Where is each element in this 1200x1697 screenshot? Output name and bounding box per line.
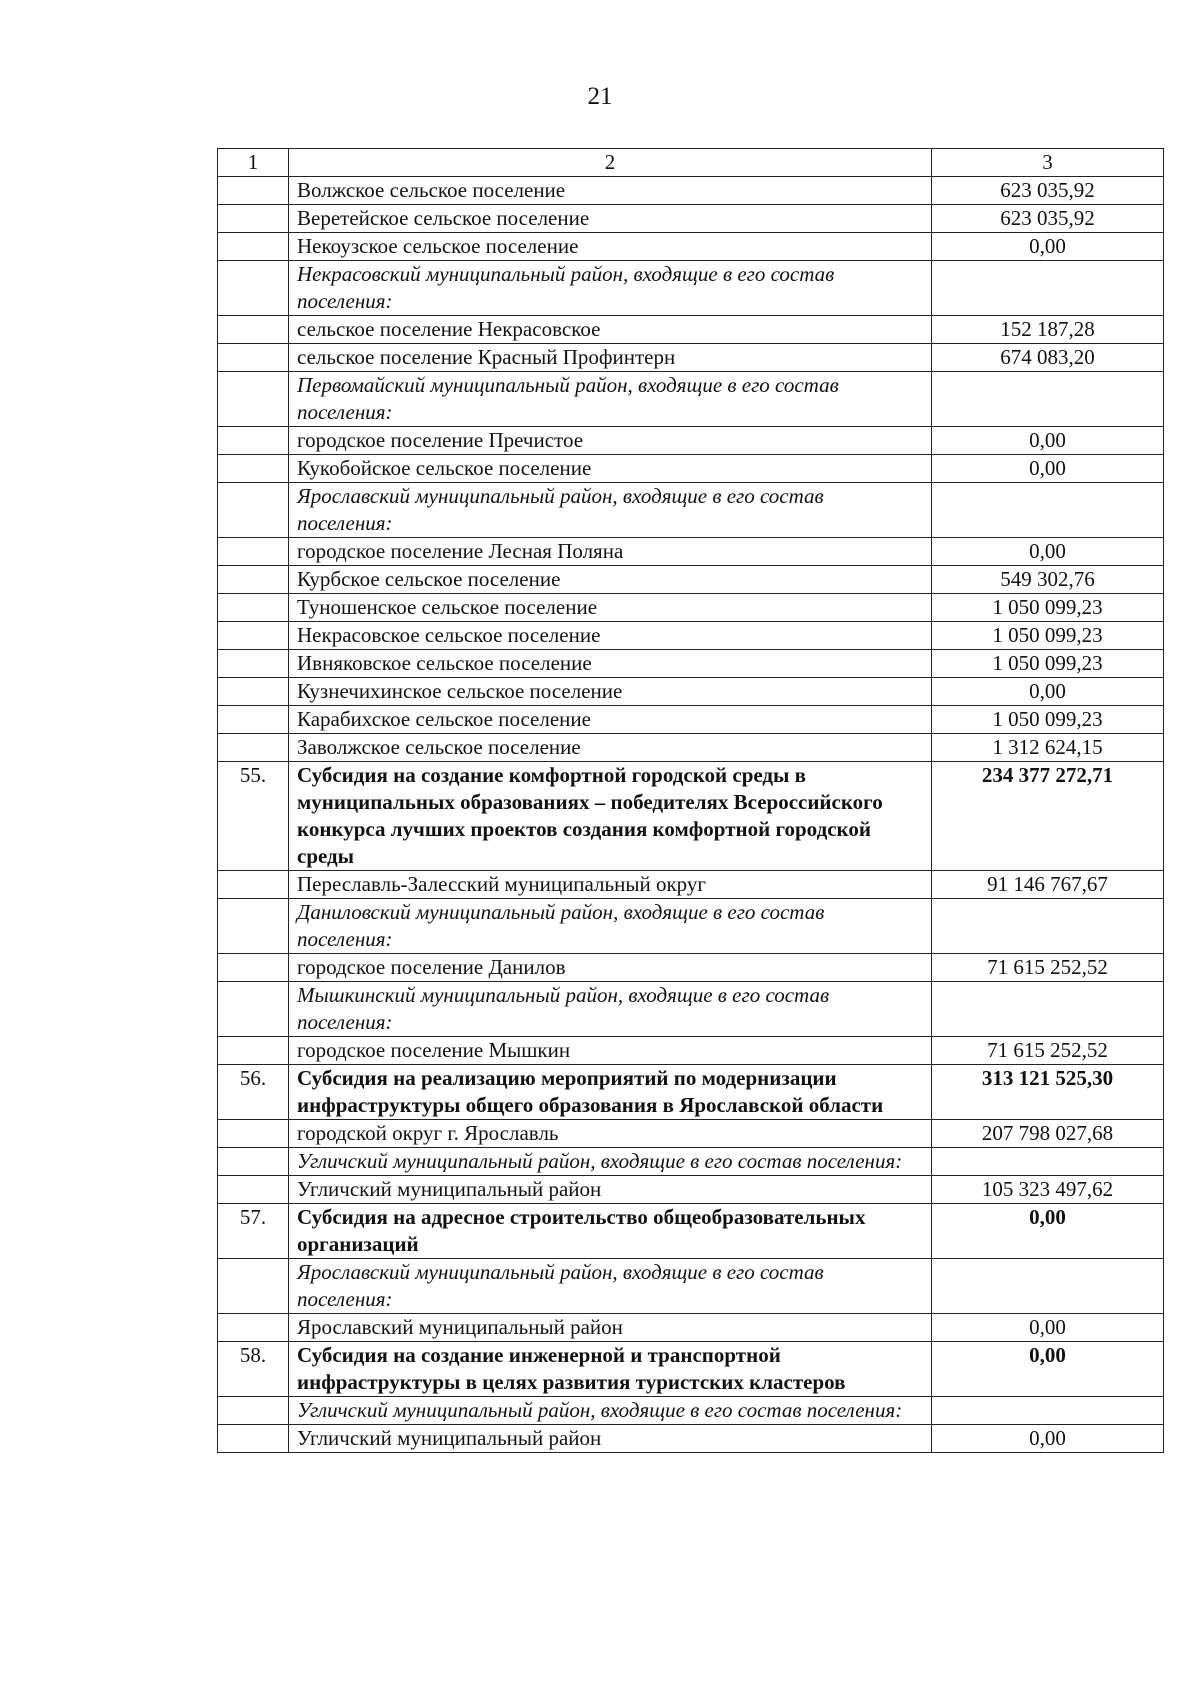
group-row [218,261,1164,316]
row-value: 0,00 [932,1314,1164,1342]
table-row [218,650,1164,678]
row-name: Первомайский муниципальный район, входящие в его состав поселения: [289,372,932,427]
row-number [218,899,289,954]
row-number [218,1314,289,1342]
row-value: 207 798 027,68 [932,1120,1164,1148]
row-number [218,538,289,566]
row-name: сельское поселение Некрасовское [289,316,932,344]
group-row [218,1397,1164,1425]
row-value [932,261,1164,316]
header-col-1: 1 [218,149,289,177]
row-name: Курбское сельское поселение [289,566,932,594]
row-value: 623 035,92 [932,205,1164,233]
table-row [218,1037,1164,1065]
row-name: Субсидия на создание инженерной и транспортной инфраструктуры в целях развития туристских кластеров [289,1342,932,1397]
row-name: городское поселение Мышкин [289,1037,932,1065]
table-row [218,455,1164,483]
row-value [932,1148,1164,1176]
table-row [218,316,1164,344]
row-number [218,1176,289,1204]
row-number [218,622,289,650]
row-name: Субсидия на адресное строительство общеобразовательных организаций [289,1204,932,1259]
row-value: 234 377 272,71 [932,762,1164,871]
row-number [218,594,289,622]
row-value: 152 187,28 [932,316,1164,344]
row-name: Веретейское сельское поселение [289,205,932,233]
row-name: Некоузское сельское поселение [289,233,932,261]
subsidy-row [218,1065,1164,1120]
row-name: Угличский муниципальный район, входящие в его состав поселения: [289,1148,932,1176]
row-number [218,344,289,372]
row-value: 91 146 767,67 [932,871,1164,899]
row-value: 71 615 252,52 [932,1037,1164,1065]
row-name: Заволжское сельское поселение [289,734,932,762]
row-name: Некрасовский муниципальный район, входящие в его состав поселения: [289,261,932,316]
row-name: Туношенское сельское поселение [289,594,932,622]
row-name: Угличский муниципальный район [289,1425,932,1453]
row-number [218,954,289,982]
table-row [218,177,1164,205]
row-number [218,871,289,899]
header-col-2: 2 [289,149,932,177]
row-name: Переславль-Залесский муниципальный округ [289,871,932,899]
page-number: 21 [587,83,613,110]
row-number [218,1259,289,1314]
table-row [218,1314,1164,1342]
row-number [218,233,289,261]
row-value: 549 302,76 [932,566,1164,594]
row-number [218,455,289,483]
row-value [932,1259,1164,1314]
row-name: Угличский муниципальный район [289,1176,932,1204]
row-value: 674 083,20 [932,344,1164,372]
table-row [218,427,1164,455]
row-number [218,483,289,538]
row-value: 0,00 [932,427,1164,455]
row-value: 105 323 497,62 [932,1176,1164,1204]
row-number [218,1120,289,1148]
group-row [218,899,1164,954]
row-value: 0,00 [932,538,1164,566]
table-row [218,233,1164,261]
table-header-row [218,149,1164,177]
row-value: 0,00 [932,1204,1164,1259]
row-value [932,899,1164,954]
table-row [218,1120,1164,1148]
row-number [218,650,289,678]
row-value [932,372,1164,427]
row-name: Некрасовское сельское поселение [289,622,932,650]
row-name: Угличский муниципальный район, входящие в его состав поселения: [289,1397,932,1425]
row-value: 0,00 [932,1425,1164,1453]
row-value: 1 050 099,23 [932,706,1164,734]
table-row [218,1425,1164,1453]
table-row [218,622,1164,650]
table-row [218,344,1164,372]
table-row [218,678,1164,706]
group-row [218,1148,1164,1176]
group-row [218,982,1164,1037]
row-value: 0,00 [932,1342,1164,1397]
row-value: 1 050 099,23 [932,594,1164,622]
table-row [218,538,1164,566]
row-number [218,734,289,762]
row-number [218,205,289,233]
row-name: городское поселение Данилов [289,954,932,982]
row-value: 1 050 099,23 [932,650,1164,678]
row-value [932,1397,1164,1425]
row-number: 56. [218,1065,289,1120]
row-name: Карабихское сельское поселение [289,706,932,734]
row-number [218,1425,289,1453]
table-row [218,954,1164,982]
row-number: 57. [218,1204,289,1259]
table-body [218,149,1164,1453]
row-number [218,1037,289,1065]
table-row [218,1176,1164,1204]
row-name: Даниловский муниципальный район, входящие в его состав поселения: [289,899,932,954]
row-value: 1 312 624,15 [932,734,1164,762]
header-col-3: 3 [932,149,1164,177]
row-number: 58. [218,1342,289,1397]
subsidy-row [218,1342,1164,1397]
row-name: Субсидия на реализацию мероприятий по модернизации инфраструктуры общего образования в Ярославской области [289,1065,932,1120]
row-name: сельское поселение Красный Профинтерн [289,344,932,372]
row-number: 55. [218,762,289,871]
row-name: городское поселение Лесная Поляна [289,538,932,566]
row-number [218,982,289,1037]
table-row [218,871,1164,899]
group-row [218,1259,1164,1314]
row-name: Ивняковское сельское поселение [289,650,932,678]
subsidy-row [218,762,1164,871]
subsidy-table [217,148,1164,1453]
row-value: 1 050 099,23 [932,622,1164,650]
row-name: Ярославский муниципальный район, входящие в его состав поселения: [289,1259,932,1314]
row-value: 623 035,92 [932,177,1164,205]
table-row [218,566,1164,594]
row-name: Волжское сельское поселение [289,177,932,205]
row-number [218,678,289,706]
row-name: городской округ г. Ярославль [289,1120,932,1148]
subsidy-row [218,1204,1164,1259]
group-row [218,372,1164,427]
row-value: 71 615 252,52 [932,954,1164,982]
row-name: Мышкинский муниципальный район, входящие в его состав поселения: [289,982,932,1037]
row-name: Ярославский муниципальный район [289,1314,932,1342]
row-number [218,427,289,455]
row-value: 0,00 [932,233,1164,261]
row-name: городское поселение Пречистое [289,427,932,455]
row-value [932,483,1164,538]
row-number [218,316,289,344]
row-name: Кузнечихинское сельское поселение [289,678,932,706]
row-value [932,982,1164,1037]
row-number [218,261,289,316]
row-value: 0,00 [932,455,1164,483]
row-name: Субсидия на создание комфортной городской среды в муниципальных образованиях – победителях Всероссийского конкурса лучших проектов создания комфортной городской среды [289,762,932,871]
row-value: 313 121 525,30 [932,1065,1164,1120]
table-row [218,594,1164,622]
row-name: Кукобойское сельское поселение [289,455,932,483]
group-row [218,483,1164,538]
row-number [218,706,289,734]
table-row [218,205,1164,233]
row-name: Ярославский муниципальный район, входящие в его состав поселения: [289,483,932,538]
table-row [218,706,1164,734]
row-number [218,1397,289,1425]
row-number [218,177,289,205]
row-value: 0,00 [932,678,1164,706]
row-number [218,1148,289,1176]
row-number [218,372,289,427]
row-number [218,566,289,594]
table-row [218,734,1164,762]
